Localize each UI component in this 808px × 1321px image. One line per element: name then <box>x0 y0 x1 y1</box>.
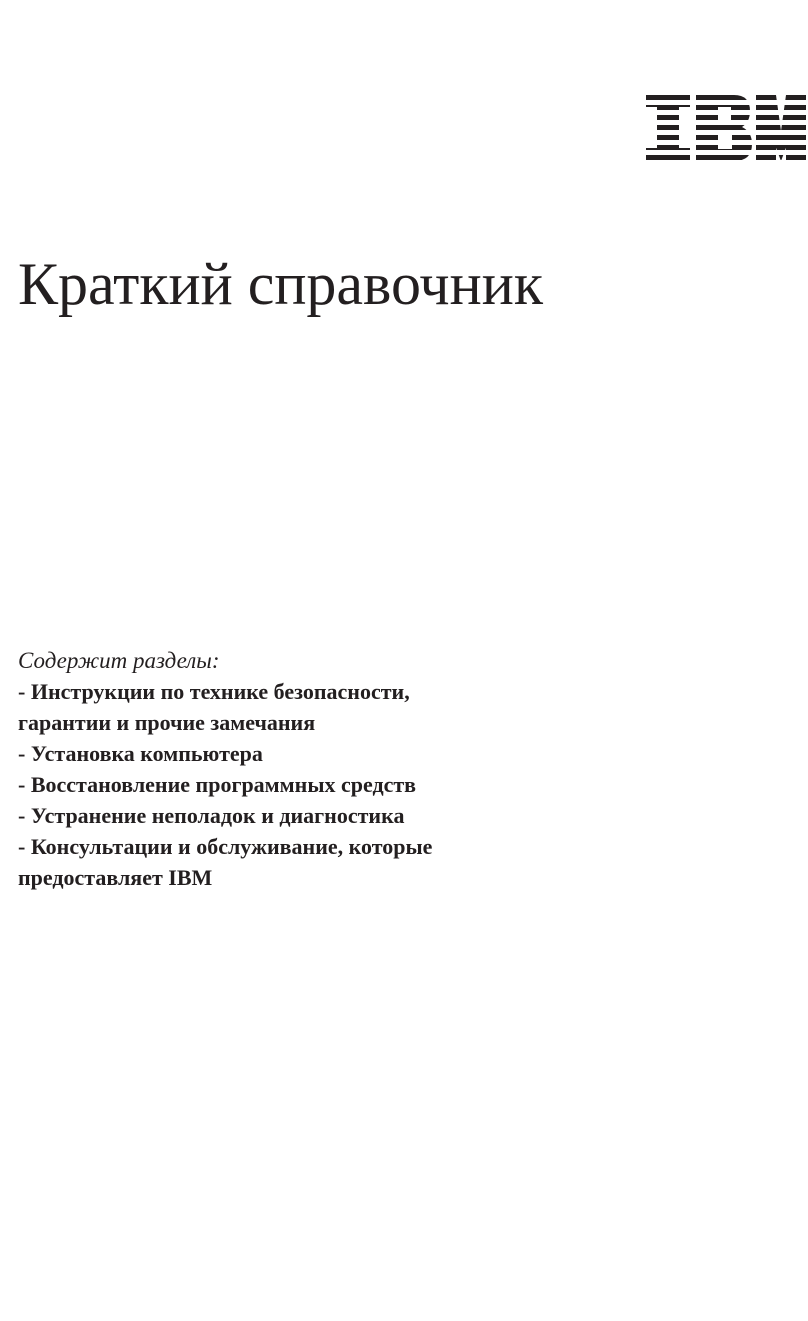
contents-intro: Содержит разделы: <box>18 648 220 673</box>
contents-item-line: - Восстановление программных средств <box>18 772 417 797</box>
contents-item-setup <box>18 738 578 769</box>
contents-item-line: - Устранение неполадок и диагностика <box>18 803 405 828</box>
contents-list <box>18 676 578 893</box>
contents-item-line: предоставляет IBM <box>18 865 213 890</box>
ibm-logo <box>644 95 806 161</box>
contents-item-troubleshooting <box>18 800 578 831</box>
ibm-logo-icon <box>644 95 806 161</box>
contents-item-line: - Консультации и обслуживание, которые <box>18 834 433 859</box>
document-title: Краткий справочник <box>18 251 543 317</box>
contents-item-line: - Инструкции по технике безопасности, <box>18 679 410 704</box>
contents-item-line: - Установка компьютера <box>18 741 263 766</box>
contents-section <box>18 645 578 893</box>
contents-item-support <box>18 831 578 893</box>
contents-item-line: гарантии и прочие замечания <box>18 710 316 735</box>
contents-item-recovery <box>18 769 578 800</box>
contents-item-safety <box>18 676 578 738</box>
